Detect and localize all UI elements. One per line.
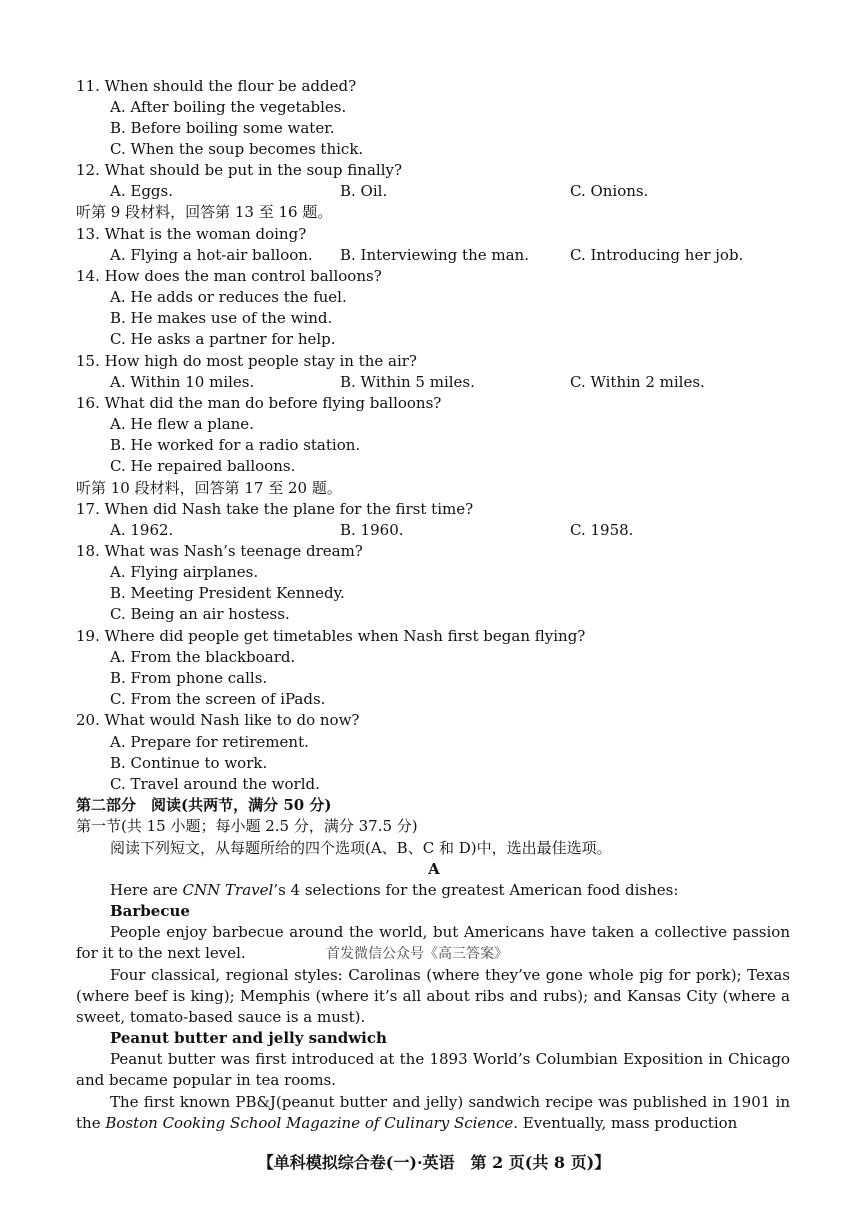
passage-letter: A [428, 860, 440, 878]
reading-instruction: 阅读下列短文，从每题所给的四个选项(A、B、C 和 D)中，选出最佳选项。 [110, 839, 612, 857]
segment-10-header: 听第 10 段材料，回答第 17 至 20 题。 [76, 479, 342, 497]
heading-barbecue: Barbecue [110, 902, 190, 920]
option: B. Continue to work. [110, 754, 268, 772]
option: C. Travel around the world. [110, 775, 320, 793]
option: A. From the blackboard. [110, 648, 296, 666]
option: B. He makes use of the wind. [110, 309, 333, 327]
question-11: 11. When should the flour be added? [76, 77, 357, 95]
option: B. He worked for a radio station. [110, 436, 361, 454]
option: B. From phone calls. [110, 669, 268, 687]
segment-9-header: 听第 9 段材料，回答第 13 至 16 题。 [76, 203, 333, 221]
option: A. Prepare for retirement. [110, 733, 309, 751]
option: C. When the soup becomes thick. [110, 140, 364, 158]
section1-heading: 第一节(共 15 小题；每小题 2.5 分，满分 37.5 分) [76, 817, 418, 835]
question-16: 16. What did the man do before flying balloons? [76, 394, 442, 412]
question-17: 17. When did Nash take the plane for the first time? [76, 500, 474, 518]
question-13: 13. What is the woman doing? [76, 225, 307, 243]
paragraph-pbj-2: The first known PB&J(peanut butter and jelly) sandwich recipe was published in 1901 in the Boston Cooking School Magazine of Culinary Science. Eventually, mass production [76, 1093, 790, 1132]
question-19: 19. Where did people get timetables when Nash first began flying? [76, 627, 586, 645]
option: C. He asks a partner for help. [110, 330, 336, 348]
options-row: A. Flying a hot-air balloon. B. Interviewing the man. C. Introducing her job. [110, 246, 744, 264]
question-18: 18. What was Nash’s teenage dream? [76, 542, 363, 560]
options-row: A. Eggs. B. Oil. C. Onions. [110, 182, 649, 200]
part2-heading: 第二部分 阅读(共两节，满分 50 分) [76, 796, 332, 814]
option: C. Being an air hostess. [110, 605, 290, 623]
paragraph-pbj-1: Peanut butter was first introduced at the 1893 World’s Columbian Exposition in Chicago and became popular in tea rooms. [76, 1050, 790, 1089]
question-14: 14. How does the man control balloons? [76, 267, 382, 285]
paragraph-barbecue-2: Four classical, regional styles: Carolinas (where they’ve gone whole pig for pork); Texas (where beef is king); Memphis (where it’s all about ribs and rubs); and Kansas City (where a sweet, tomato-based sauce is a must). [76, 966, 790, 1026]
paragraph-barbecue-1: People enjoy barbecue around the world, but Americans have taken a collective passion for it to the next level. [76, 923, 790, 962]
option: A. He flew a plane. [110, 415, 254, 433]
options-row: A. 1962. B. 1960. C. 1958. [110, 521, 634, 539]
watermark-text: 首发微信公众号《高三答案》 [326, 946, 508, 962]
option: A. After boiling the vegetables. [110, 98, 347, 116]
question-15: 15. How high do most people stay in the air? [76, 352, 417, 370]
option: C. From the screen of iPads. [110, 690, 326, 708]
heading-pbj: Peanut butter and jelly sandwich [110, 1029, 387, 1047]
option: B. Before boiling some water. [110, 119, 335, 137]
options-row: A. Within 10 miles. B. Within 5 miles. C. Within 2 miles. [110, 373, 705, 391]
option: A. He adds or reduces the fuel. [110, 288, 347, 306]
passage-intro: Here are CNN Travel’s 4 selections for the greatest American food dishes: [110, 881, 679, 899]
option: B. Meeting President Kennedy. [110, 584, 345, 602]
page-footer: 【单科模拟综合卷(一)·英语 第 2 页(共 8 页)】 [257, 1153, 611, 1172]
option: C. He repaired balloons. [110, 457, 296, 475]
question-20: 20. What would Nash like to do now? [76, 711, 360, 729]
option: A. Flying airplanes. [110, 563, 259, 581]
question-12: 12. What should be put in the soup finally? [76, 161, 403, 179]
